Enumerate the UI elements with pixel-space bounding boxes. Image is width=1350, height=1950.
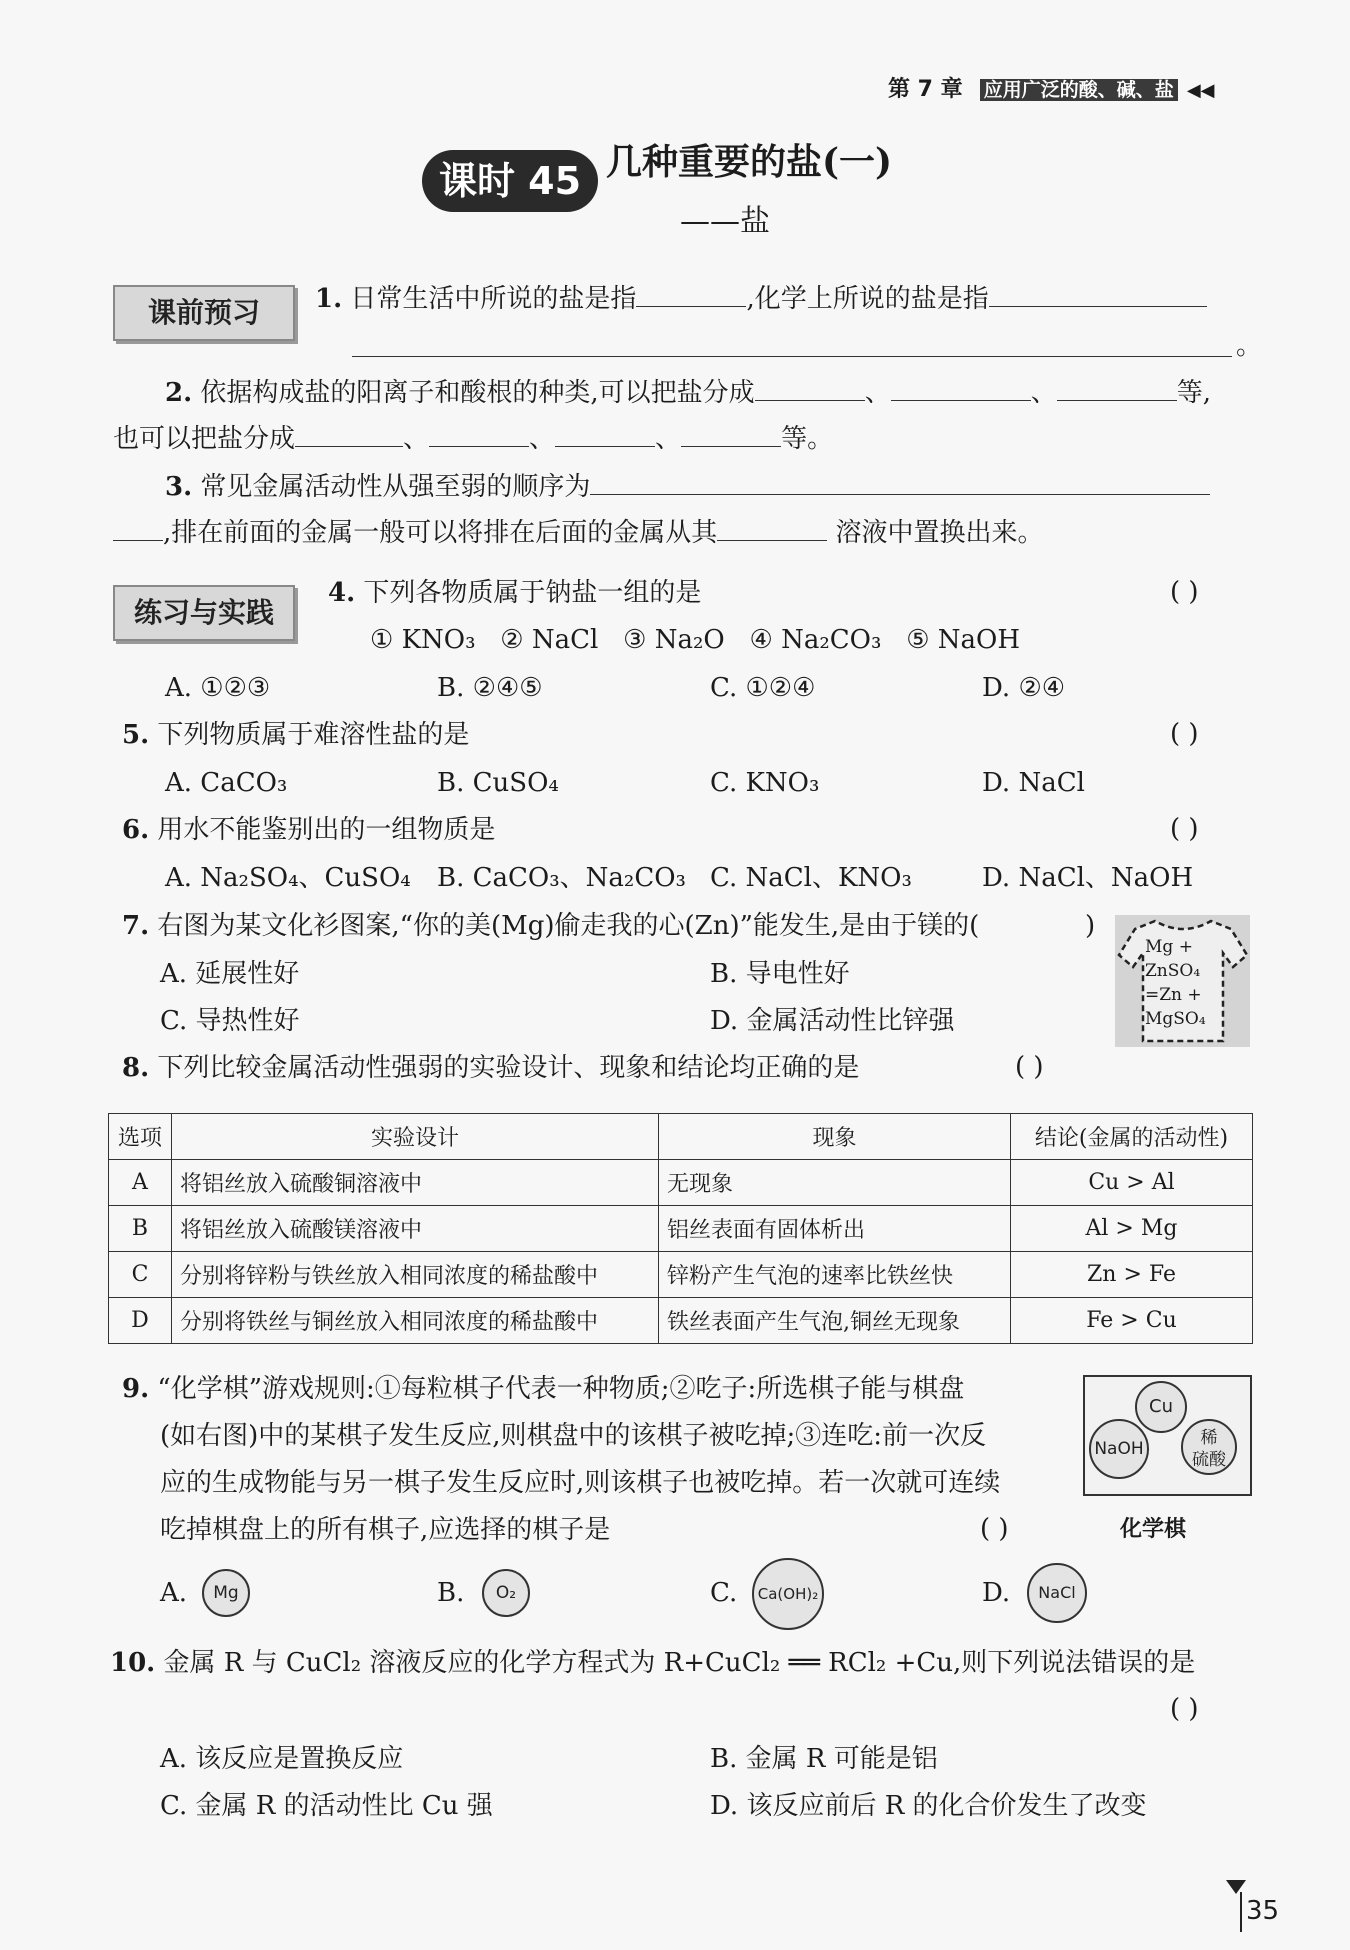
section-practice: 练习与实践	[113, 585, 295, 641]
option-c[interactable]: C. NaCl、KNO₃	[710, 863, 912, 893]
table-header: 现象	[659, 1114, 1011, 1160]
table-cell: 将铝丝放入硫酸铜溶液中	[172, 1160, 659, 1206]
option-c-piece[interactable]: Ca(OH)₂	[752, 1558, 824, 1630]
answer-blank[interactable]	[989, 280, 1207, 307]
separator: 、	[864, 378, 891, 408]
question-text: 金属 R 与 CuCl₂ 溶液反应的化学方程式为 R+CuCl₂ ══ RCl₂ +Cu,则下列说法错误的是	[163, 1648, 1196, 1678]
question-1	[315, 280, 1207, 315]
question-8	[122, 1052, 859, 1084]
lesson-subtitle: ——盐	[680, 204, 770, 239]
table-cell: 将铝丝放入硫酸镁溶液中	[172, 1206, 659, 1252]
board-caption: 化学棋	[1120, 1517, 1187, 1542]
table-header-row	[109, 1114, 1253, 1160]
question-text: 吃掉棋盘上的所有棋子,应选择的棋子是	[160, 1515, 611, 1545]
option-a[interactable]: A. Na₂SO₄、CuSO₄	[165, 863, 411, 893]
question-number: 5.	[122, 720, 150, 750]
question-2	[165, 374, 1211, 409]
separator: 、	[529, 424, 556, 454]
question-text: 等。	[781, 424, 834, 454]
table-cell: B	[109, 1206, 172, 1252]
table-cell: 铁丝表面产生气泡,铜丝无现象	[659, 1298, 1011, 1344]
option-a[interactable]: A. ①②③	[165, 673, 271, 703]
question-text: 等,	[1176, 378, 1211, 408]
double-arrow-icon: ◀◀	[1186, 80, 1215, 101]
table-cell: 分别将锌粉与铁丝放入相同浓度的稀盐酸中	[172, 1252, 659, 1298]
table-cell: Fe > Cu	[1011, 1298, 1253, 1344]
separator: 、	[655, 424, 682, 454]
answer-blank[interactable]	[590, 468, 1210, 495]
table-row	[109, 1160, 1253, 1206]
lesson-badge: 课时 45	[422, 150, 598, 212]
answer-blank[interactable]	[352, 330, 1232, 357]
question-number: 9.	[122, 1374, 150, 1404]
question-9	[122, 1373, 964, 1405]
answer-parens[interactable]: ( )	[1170, 1694, 1199, 1724]
option-d[interactable]: D. 金属活动性比锌强	[710, 1006, 955, 1036]
q4-items	[370, 624, 1020, 656]
question-text: 溶液中置换出来。	[835, 518, 1044, 548]
option-c[interactable]: C. ①②④	[710, 673, 816, 703]
table-cell: Zn > Fe	[1011, 1252, 1253, 1298]
item: ④ Na₂CO₃	[749, 625, 882, 655]
question-2-line2	[113, 420, 833, 455]
option-b[interactable]: B. CuSO₄	[437, 768, 559, 798]
answer-parens[interactable]: ( )	[1170, 577, 1199, 607]
board-piece-naoh: NaOH	[1089, 1419, 1149, 1479]
option-c[interactable]: C. KNO₃	[710, 768, 820, 798]
option-d[interactable]: D. NaCl、NaOH	[982, 863, 1194, 893]
chapter-number: 第 7 章	[888, 77, 963, 102]
option-b[interactable]: B. CaCO₃、Na₂CO₃	[437, 863, 686, 893]
question-text: ,排在前面的金属一般可以将排在后面的金属从其	[163, 518, 718, 548]
option-c[interactable]: C. 导热性好	[160, 1006, 300, 1036]
answer-blank[interactable]	[1057, 374, 1177, 401]
question-3-line2	[113, 514, 1044, 549]
option-d[interactable]: D. 该反应前后 R 的化合价发生了改变	[710, 1791, 1147, 1821]
question-text: 常见金属活动性从强至弱的顺序为	[200, 472, 591, 502]
page-number: 35	[1246, 1896, 1280, 1926]
question-number: 3.	[165, 472, 193, 502]
answer-blank[interactable]	[295, 420, 403, 447]
answer-parens[interactable]: ( )	[1015, 1052, 1044, 1082]
table-cell: 铝丝表面有固体析出	[659, 1206, 1011, 1252]
question-3	[165, 468, 1210, 503]
shirt-text: MgSO₄	[1145, 1009, 1206, 1029]
question-text: 用水不能鉴别出的一组物质是	[157, 815, 496, 845]
question-number: 2.	[165, 378, 193, 408]
table-header: 实验设计	[172, 1114, 659, 1160]
question-5	[122, 719, 469, 751]
table-cell: C	[109, 1252, 172, 1298]
option-b[interactable]: B. 金属 R 可能是铝	[710, 1744, 938, 1774]
question-number: 7.	[122, 911, 150, 941]
table-cell: D	[109, 1298, 172, 1344]
chess-board	[1083, 1375, 1252, 1496]
board-piece-sulfuric-acid: 稀 硫酸	[1181, 1419, 1237, 1475]
table-cell: A	[109, 1160, 172, 1206]
chapter-title: 应用广泛的酸、碱、盐	[980, 79, 1178, 101]
option-a-piece[interactable]: Mg	[202, 1569, 250, 1617]
item: ⑤ NaOH	[906, 625, 1021, 655]
option-c[interactable]: C. 金属 R 的活动性比 Cu 强	[160, 1791, 493, 1821]
answer-parens[interactable]: ( )	[1170, 719, 1199, 749]
question-text: 应的生成物能与另一棋子发生反应时,则该棋子也被吃掉。若一次就可连续	[160, 1468, 1001, 1498]
option-b[interactable]: B. ②④⑤	[437, 673, 543, 703]
option-a-letter[interactable]: A.	[160, 1578, 188, 1608]
table-cell: 无现象	[659, 1160, 1011, 1206]
answer-blank[interactable]	[717, 514, 827, 541]
question-text: ,化学上所说的盐是指	[746, 284, 989, 314]
option-a[interactable]: A. CaCO₃	[165, 768, 288, 798]
question-4	[328, 577, 701, 609]
answer-parens-close[interactable]: )	[1085, 911, 1096, 941]
question-number: 4.	[328, 578, 356, 608]
answer-blank[interactable]	[891, 374, 1031, 401]
item: ③ Na₂O	[623, 625, 725, 655]
question-text: 也可以把盐分成	[113, 424, 296, 454]
option-b-piece[interactable]: O₂	[482, 1569, 530, 1617]
section-preview: 课前预习	[113, 285, 295, 341]
separator: 、	[1030, 378, 1057, 408]
table-header: 选项	[109, 1114, 172, 1160]
question-10	[110, 1647, 1195, 1679]
question-number: 10.	[110, 1648, 156, 1678]
question-text: 日常生活中所说的盐是指	[350, 284, 637, 314]
table-row	[109, 1206, 1253, 1252]
item: ② NaCl	[500, 625, 599, 655]
option-a[interactable]: A. 该反应是置换反应	[160, 1744, 404, 1774]
question-text: “化学棋”游戏规则:①每粒棋子代表一种物质;②吃子:所选棋子能与棋盘	[157, 1374, 965, 1404]
question-text: 下列各物质属于钠盐一组的是	[363, 578, 702, 608]
option-d[interactable]: D. NaCl	[982, 768, 1085, 798]
table-header: 结论(金属的活动性)	[1011, 1114, 1253, 1160]
question-number: 6.	[122, 815, 150, 845]
answer-blank[interactable]	[429, 420, 529, 447]
tshirt-figure	[1115, 915, 1250, 1047]
answer-blank[interactable]	[681, 420, 781, 447]
question-text: 下列比较金属活动性强弱的实验设计、现象和结论均正确的是	[157, 1053, 860, 1083]
shirt-text: =Zn +	[1145, 985, 1202, 1005]
question-text: (如右图)中的某棋子发生反应,则棋盘中的该棋子被吃掉;③连吃:前一次反	[160, 1421, 987, 1451]
item: ① KNO₃	[370, 625, 476, 655]
answer-blank[interactable]	[555, 420, 655, 447]
option-c-letter[interactable]: C.	[710, 1578, 738, 1608]
option-a[interactable]: A. 延展性好	[160, 959, 300, 989]
answer-blank[interactable]	[113, 514, 163, 541]
shirt-text: ZnSO₄	[1145, 961, 1201, 981]
option-b-letter[interactable]: B.	[437, 1578, 465, 1608]
table-cell: 分别将铁丝与铜丝放入相同浓度的稀盐酸中	[172, 1298, 659, 1344]
table-row	[109, 1298, 1253, 1344]
option-d[interactable]: D. ②④	[982, 673, 1066, 703]
option-d-piece[interactable]: NaCl	[1027, 1563, 1087, 1623]
question-text: 依据构成盐的阳离子和酸根的种类,可以把盐分成	[200, 378, 755, 408]
chapter-header	[888, 72, 1215, 103]
question-text: 下列物质属于难溶性盐的是	[157, 720, 470, 750]
question-number: 1.	[315, 284, 343, 314]
question-6	[122, 814, 495, 846]
divider	[1240, 1892, 1242, 1932]
experiment-table	[108, 1113, 1253, 1344]
option-b[interactable]: B. 导电性好	[710, 959, 850, 989]
separator: 、	[403, 424, 430, 454]
answer-blank[interactable]	[755, 374, 865, 401]
question-text: 右图为某文化衫图案,“你的美(Mg)偷走我的心(Zn)”能发生,是由于镁的(	[157, 911, 980, 941]
answer-parens[interactable]: ( )	[980, 1514, 1009, 1544]
period: 。	[1236, 331, 1263, 361]
option-d-letter[interactable]: D.	[982, 1578, 1011, 1608]
board-piece-cu: Cu	[1135, 1381, 1187, 1433]
table-cell: 锌粉产生气泡的速率比铁丝快	[659, 1252, 1011, 1298]
table-row	[109, 1252, 1253, 1298]
question-7	[122, 910, 979, 942]
triangle-icon	[1226, 1880, 1246, 1894]
lesson-title: 几种重要的盐(一)	[606, 141, 893, 183]
answer-parens[interactable]: ( )	[1170, 814, 1199, 844]
shirt-text: Mg +	[1145, 937, 1193, 957]
table-cell: Al > Mg	[1011, 1206, 1253, 1252]
question-number: 8.	[122, 1053, 150, 1083]
answer-blank[interactable]	[636, 280, 746, 307]
table-cell: Cu > Al	[1011, 1160, 1253, 1206]
